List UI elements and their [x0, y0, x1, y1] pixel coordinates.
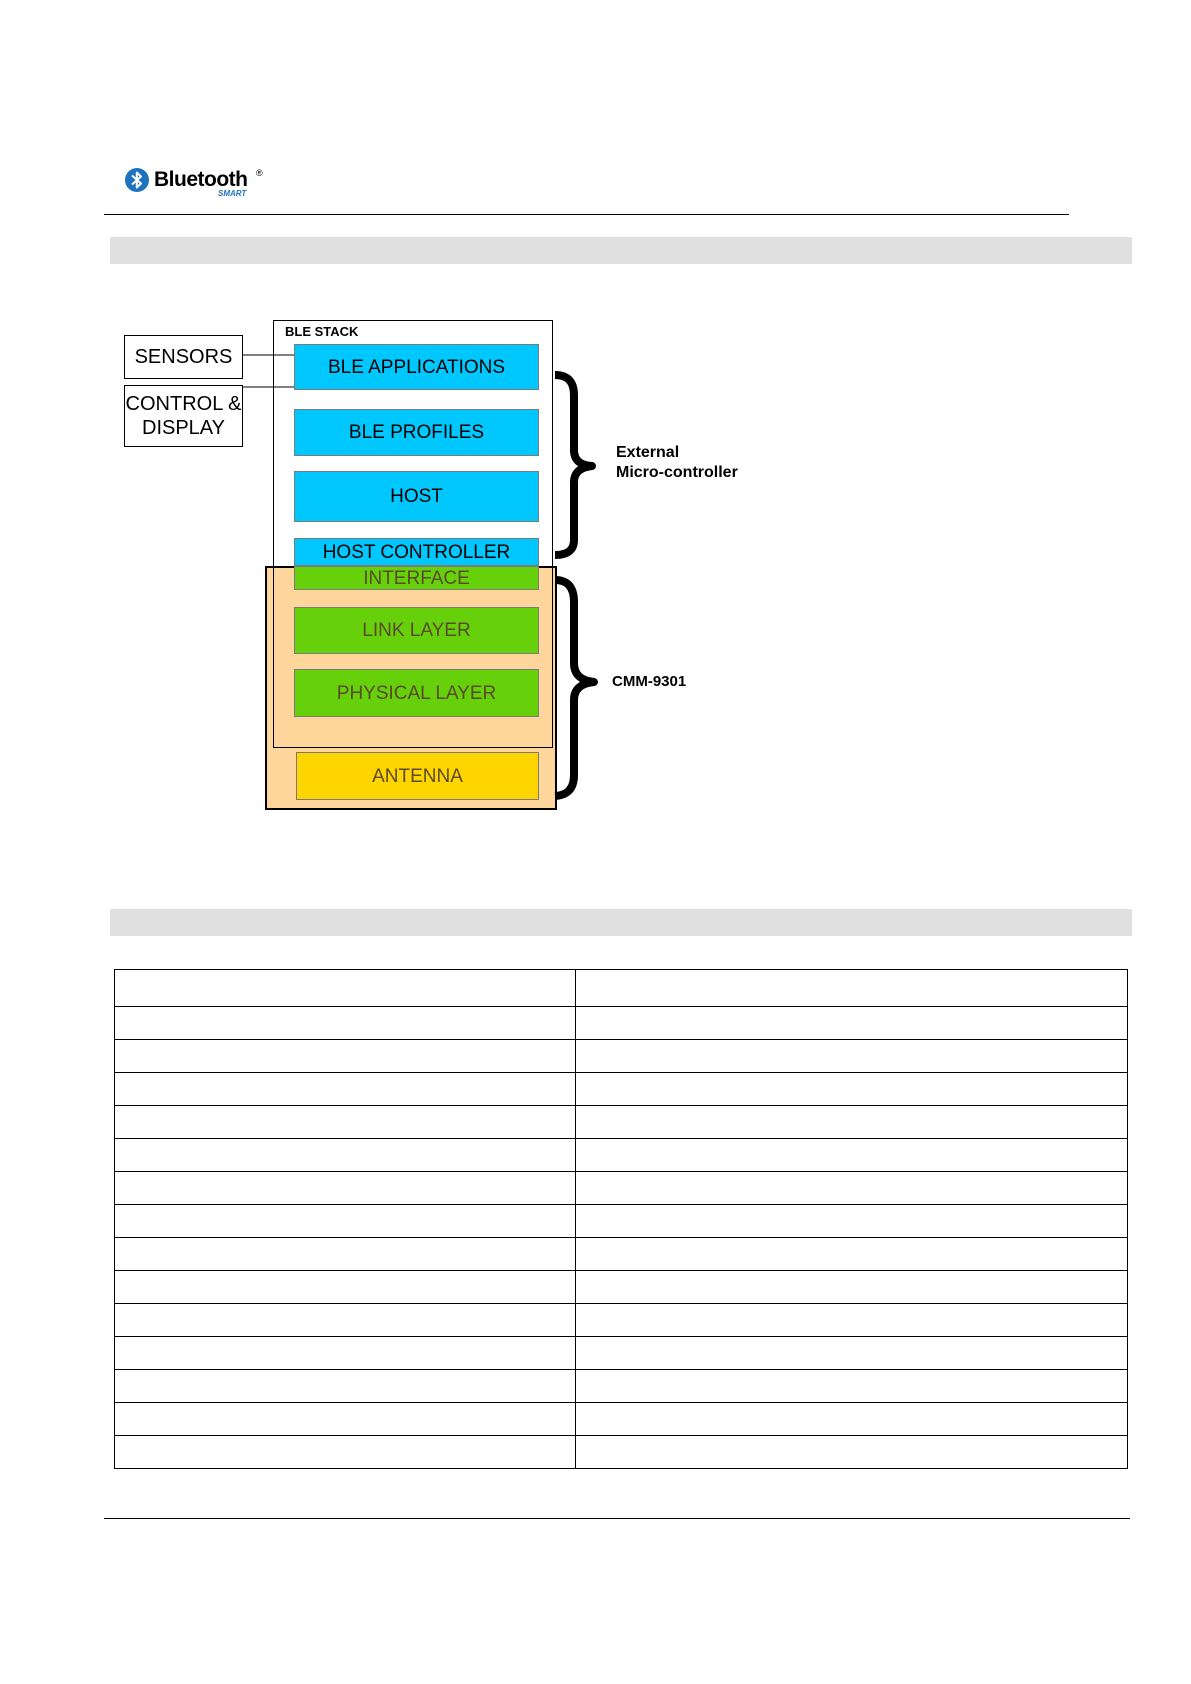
table-cell: [576, 970, 1128, 1007]
table-row: [115, 1304, 1128, 1337]
layer-label: BLE APPLICATIONS: [327, 356, 506, 378]
table-cell: [576, 1370, 1128, 1403]
layer-label: HOST: [390, 486, 443, 507]
footer-divider: [104, 1518, 1130, 1519]
table-cell: [115, 1040, 576, 1073]
table-row: [115, 1403, 1128, 1436]
logo-wordmark: Bluetooth: [154, 168, 248, 191]
bluetooth-smart-logo: [124, 164, 264, 200]
table-cell: [115, 1238, 576, 1271]
table-cell: [576, 1106, 1128, 1139]
sensors-box: [124, 335, 243, 379]
layer-label: LINK LAYER: [362, 620, 471, 641]
layer-interface: [294, 566, 539, 590]
table-cell: [115, 1403, 576, 1436]
logo-registered-mark: ®: [256, 168, 263, 178]
brace-external-icon: [555, 375, 592, 555]
table-row: [115, 1106, 1128, 1139]
section-heading-bar: [110, 909, 1132, 936]
table-cell: [576, 1238, 1128, 1271]
table-cell: [115, 1370, 576, 1403]
layer-host: [294, 471, 539, 522]
control-display-label: CONTROL & DISPLAY: [125, 393, 242, 439]
layer-label: PHYSICAL LAYER: [336, 682, 497, 704]
ble-stack-label: BLE STACK: [285, 324, 359, 339]
table-cell: [115, 1073, 576, 1106]
table-row: [115, 1007, 1128, 1040]
layer-ble-profiles: [294, 409, 539, 456]
table-row: [115, 1172, 1128, 1205]
table-cell: [576, 1337, 1128, 1370]
table-cell: [576, 1139, 1128, 1172]
layer-label: ANTENNA: [372, 765, 463, 787]
table-row: [115, 1073, 1128, 1106]
layer-physical-layer: [294, 669, 539, 717]
layer-host-controller: [294, 538, 539, 566]
table-row: [115, 1238, 1128, 1271]
specification-table: [114, 969, 1128, 1469]
table-cell: [115, 1007, 576, 1040]
brace-label-line: External: [616, 444, 680, 461]
table-cell: [115, 1271, 576, 1304]
header-divider: [104, 214, 1069, 215]
table-row: [115, 970, 1128, 1007]
sensors-label: SENSORS: [134, 345, 233, 368]
table-cell: [576, 1436, 1128, 1469]
table-cell: [576, 1007, 1128, 1040]
table-cell: [115, 1304, 576, 1337]
layer-label: HOST CONTROLLER: [322, 541, 511, 563]
table-cell: [115, 1172, 576, 1205]
table-cell: [576, 1304, 1128, 1337]
table-cell: [115, 1139, 576, 1172]
bluetooth-icon: [124, 167, 150, 193]
table-cell: [576, 1073, 1128, 1106]
brace-icons: [552, 370, 606, 808]
layer-label: INTERFACE: [363, 567, 470, 589]
table-row: [115, 1436, 1128, 1469]
table-cell: [115, 1205, 576, 1238]
layer-label: BLE PROFILES: [348, 422, 485, 443]
table-row: [115, 1370, 1128, 1403]
table-cell: [115, 970, 576, 1007]
brace-label-line: Micro-controller: [616, 464, 738, 481]
layer-antenna: [296, 752, 539, 800]
table-cell: [115, 1106, 576, 1139]
table-row: [115, 1337, 1128, 1370]
table-cell: [115, 1337, 576, 1370]
brace-label-module: [612, 672, 686, 692]
brace-label-line: CMM-9301: [612, 673, 687, 690]
table-cell: [576, 1205, 1128, 1238]
table-row: [115, 1271, 1128, 1304]
table-row: [115, 1040, 1128, 1073]
table-row: [115, 1139, 1128, 1172]
brace-label-external: [616, 443, 738, 483]
connector-lines: [243, 350, 295, 390]
table-cell: [576, 1172, 1128, 1205]
table-cell: [576, 1403, 1128, 1436]
table-cell: [115, 1436, 576, 1469]
table-cell: [576, 1040, 1128, 1073]
table-cell: [576, 1271, 1128, 1304]
logo-subtitle: SMART: [218, 189, 247, 198]
control-display-box: [124, 385, 243, 447]
table-row: [115, 1205, 1128, 1238]
brace-module-icon: [555, 580, 594, 796]
layer-link-layer: [294, 607, 539, 654]
section-heading-bar: [110, 237, 1132, 264]
layer-ble-applications: [294, 344, 539, 390]
